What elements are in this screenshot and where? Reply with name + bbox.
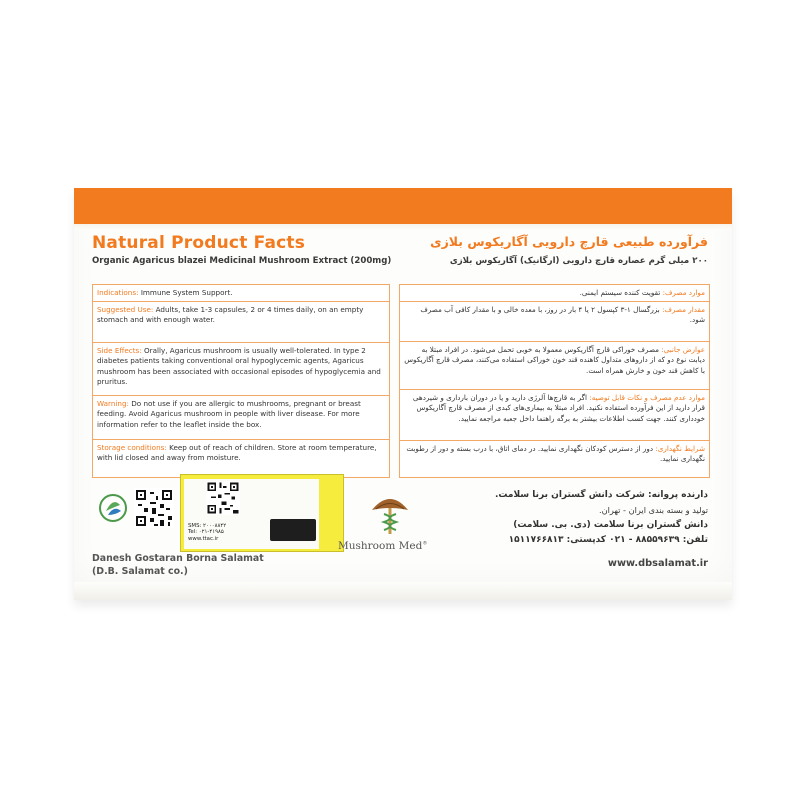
sticker-contact: SMS: ۲۰۰۰۸۸۴۲ Tel: ۰۲۱-۴۱۹۸۵ www.ttac.ir bbox=[188, 523, 227, 542]
facts-panel-fa bbox=[399, 284, 710, 478]
brand-name: Mushroom Med® bbox=[338, 540, 428, 552]
title-fa: فرآورده طبیعی قارچ دارویی آگاریکوس بلازی bbox=[430, 234, 708, 249]
suggested-use-fa: مقدار مصرف: بزرگسال ۱-۳ کپسول ۲ یا ۴ بار در روز، با معده خالی و با مقدار کافی آب مصرف شود. bbox=[400, 302, 709, 342]
subtitle-fa: ۲۰۰ میلی گرم عصاره قارچ دارویی (ارگانیک) آگاریکوس بلازی bbox=[449, 256, 708, 266]
side-effects-fa: عوارض جانبی: مصرف خوراکی قارچ آگاریکوس معمولا به خوبی تحمل می‌شود. در افراد مبتلا به دیابت نوع دو که از داروهای متداول کاهنده قند خون خوراکی استفاده می‌کنند، مصرف قارچ آگاریکوس با کاهش قند خون و خارش همراه است. bbox=[400, 342, 709, 390]
box-flap-edge bbox=[74, 224, 732, 230]
website-link[interactable]: www.dbsalamat.ir bbox=[607, 558, 708, 569]
company-info-fa: دارنده پروانه: شرکت دانش گستران برنا سلامت. تولید و بسته بندی ایران - تهران. دانش گستران برنا سلامت (دی. بی. سلامت) تلفن: ۸۸۵۵۹۶۳۹ - ۰۲۱ کدپستی: ۱۵۱۱۷۶۶۸۱۳ bbox=[494, 490, 708, 545]
hologram-seal-icon bbox=[270, 519, 316, 541]
sticker-label bbox=[184, 479, 319, 549]
warning-en: Warning: Do not use if you are allergic to mushrooms, pregnant or breast feeding. Avoid Agaricus mushroom in people with liver disease. For more information refer to the leaflet inside the box. bbox=[93, 396, 389, 440]
ttac-sticker bbox=[180, 474, 344, 552]
qr-code-icon[interactable] bbox=[134, 488, 174, 528]
warning-fa: موارد عدم مصرف و نکات قابل توصیه: اگر به قارچ‌ها آلرژی دارید و یا در دوران بارداری و شیردهی قرار دارید از این فرآورده استفاده نکنید. افراد مبتلا به بیماری‌های کبدی از مصرف قارچ آگاریکوس خودداری کنند. جهت کسب اطلاعات بیشتر به برگه راهنما داخل جعبه مراجعه نمایید. bbox=[400, 390, 709, 441]
title-en: Natural Product Facts bbox=[92, 233, 306, 253]
storage-fa: شرایط نگهداری: دور از دسترس کودکان نگهداری نمایید. در دمای اتاق، با درب بسته و دور از رطوبت نگهداری نمایید. bbox=[406, 444, 705, 464]
company-name-en: Danesh Gostaran Borna Salamat (D.B. Salamat co.) bbox=[92, 553, 264, 577]
orange-top-band bbox=[74, 188, 732, 224]
facts-panel-en bbox=[92, 284, 390, 478]
indications-en: Indications: Immune System Support. bbox=[93, 285, 389, 302]
storage-en: Storage conditions: Keep out of reach of children. Store at room temperature, with lid closed and away from moisture. bbox=[97, 443, 377, 463]
qr-code-icon[interactable] bbox=[206, 481, 240, 515]
product-box-back bbox=[74, 188, 732, 600]
caduceus-mushroom-logo-icon bbox=[368, 490, 412, 536]
side-effects-en: Side Effects: Orally, Agaricus mushroom is usually well-tolerated. In type 2 diabetes patients taking conventional oral hypoglycemic agents, Agaricus mushroom has been associated with occasional episodes of hypoglycemia and pruritus. bbox=[93, 343, 389, 396]
box-bottom-edge bbox=[74, 582, 732, 600]
suggested-use-en: Suggested Use: Adults, take 1-3 capsules, 2 or 4 times daily, on an empty stomach and with enough water. bbox=[93, 302, 389, 343]
indications-fa: موارد مصرف: تقویت کننده سیستم ایمنی. bbox=[400, 285, 709, 302]
subtitle-en: Organic Agaricus blazei Medicinal Mushroom Extract (200mg) bbox=[92, 256, 392, 266]
company-leaf-logo-icon bbox=[98, 493, 128, 523]
